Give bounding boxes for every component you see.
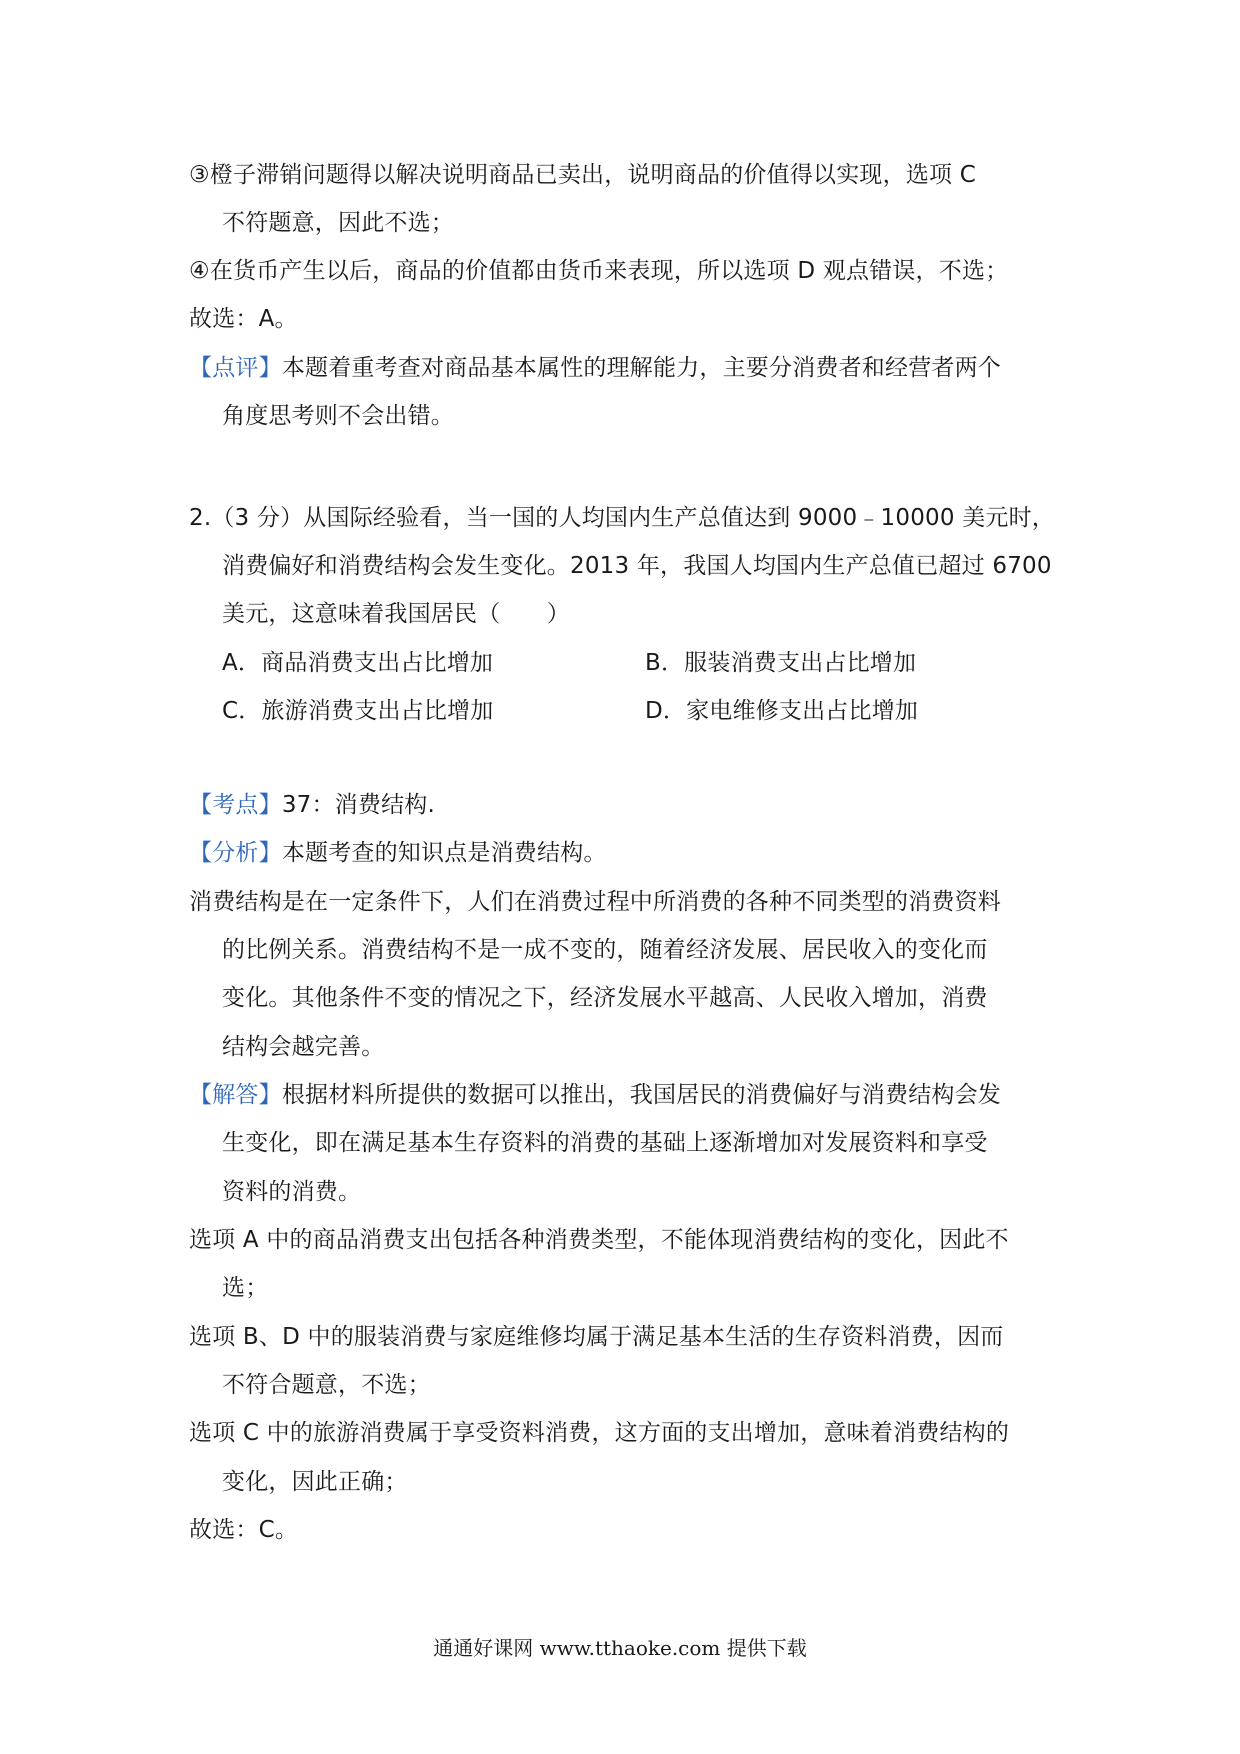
point-tag: 【考点】 bbox=[189, 792, 282, 818]
analysis-body-line-1: 消费结构是在一定条件下，人们在消费过程中所消费的各种不同类型的消费资料 bbox=[189, 889, 1001, 915]
prev-item-3-line-1: ③橙子滞销问题得以解决说明商品已卖出，说明商品的价值得以实现，选项 C bbox=[189, 162, 976, 188]
option-c-explanation-line-1: 选项 C 中的旅游消费属于享受资料消费，这方面的支出增加，意味着消费结构的 bbox=[189, 1420, 1010, 1446]
point-line bbox=[189, 789, 435, 821]
option-bd-explanation-line-2: 不符合题意，不选； bbox=[222, 1372, 431, 1398]
answer-line-3: 资料的消费。 bbox=[222, 1179, 362, 1205]
option-bd-explanation-line-1: 选项 B、D 中的服装消费与家庭维修均属于满足基本生活的生存资料消费，因而 bbox=[189, 1324, 1004, 1350]
answer-line-2: 生变化，即在满足基本生存资料的消费的基础上逐渐增加对发展资料和享受 bbox=[222, 1130, 988, 1156]
analysis-text: 本题考查的知识点是消费结构。 bbox=[281, 840, 607, 866]
question-2-stem-line-2: 消费偏好和消费结构会发生变化。2013 年，我国人均国内生产总值已超过 6700 bbox=[222, 553, 1052, 579]
option-a-explanation-line-2: 选； bbox=[222, 1275, 269, 1301]
analysis-body-line-3: 变化。其他条件不变的情况之下，经济发展水平越高、人民收入增加，消费 bbox=[222, 985, 988, 1011]
review-text: 本题着重考查对商品基本属性的理解能力，主要分消费者和经营者两个 bbox=[281, 355, 1002, 381]
prev-conclusion: 故选：A。 bbox=[189, 306, 298, 332]
question-2-stem-line-3: 美元，这意味着我国居民（ ） bbox=[222, 601, 570, 627]
review-line-1 bbox=[189, 352, 1001, 384]
answer-line-1 bbox=[189, 1079, 1001, 1111]
analysis-body-line-2: 的比例关系。消费结构不是一成不变的，随着经济发展、居民收入的变化而 bbox=[222, 937, 988, 963]
prev-item-3-line-2: 不符题意，因此不选； bbox=[222, 210, 454, 236]
option-c: C．旅游消费支出占比增加 bbox=[222, 698, 494, 724]
answer-tag: 【解答】 bbox=[189, 1082, 282, 1108]
page-footer: 通通好课网 www.tthaoke.com 提供下载 bbox=[433, 1636, 807, 1660]
option-d: D．家电维修支出占比增加 bbox=[645, 698, 919, 724]
analysis-line bbox=[189, 837, 607, 869]
option-a-explanation-line-1: 选项 A 中的商品消费支出包括各种消费类型，不能体现消费结构的变化，因此不 bbox=[189, 1227, 1009, 1253]
analysis-body-line-4: 结构会越完善。 bbox=[222, 1034, 385, 1060]
final-conclusion: 故选：C。 bbox=[189, 1517, 299, 1543]
prev-item-4: ④在货币产生以后，商品的价值都由货币来表现，所以选项 D 观点错误，不选； bbox=[189, 258, 1009, 284]
point-text: 37：消费结构. bbox=[281, 792, 435, 818]
answer-text: 根据材料所提供的数据可以推出，我国居民的消费偏好与消费结构会发 bbox=[281, 1082, 1002, 1108]
review-line-2: 角度思考则不会出错。 bbox=[222, 403, 454, 429]
review-tag: 【点评】 bbox=[189, 355, 282, 381]
option-a: A．商品消费支出占比增加 bbox=[222, 650, 494, 676]
question-2-stem-line-1: 2.（3 分）从国际经验看，当一国的人均国内生产总值达到 9000﹣10000 美元时， bbox=[189, 505, 1056, 531]
analysis-tag: 【分析】 bbox=[189, 840, 282, 866]
option-c-explanation-line-2: 变化，因此正确； bbox=[222, 1469, 408, 1495]
option-b: B．服装消费支出占比增加 bbox=[645, 650, 917, 676]
